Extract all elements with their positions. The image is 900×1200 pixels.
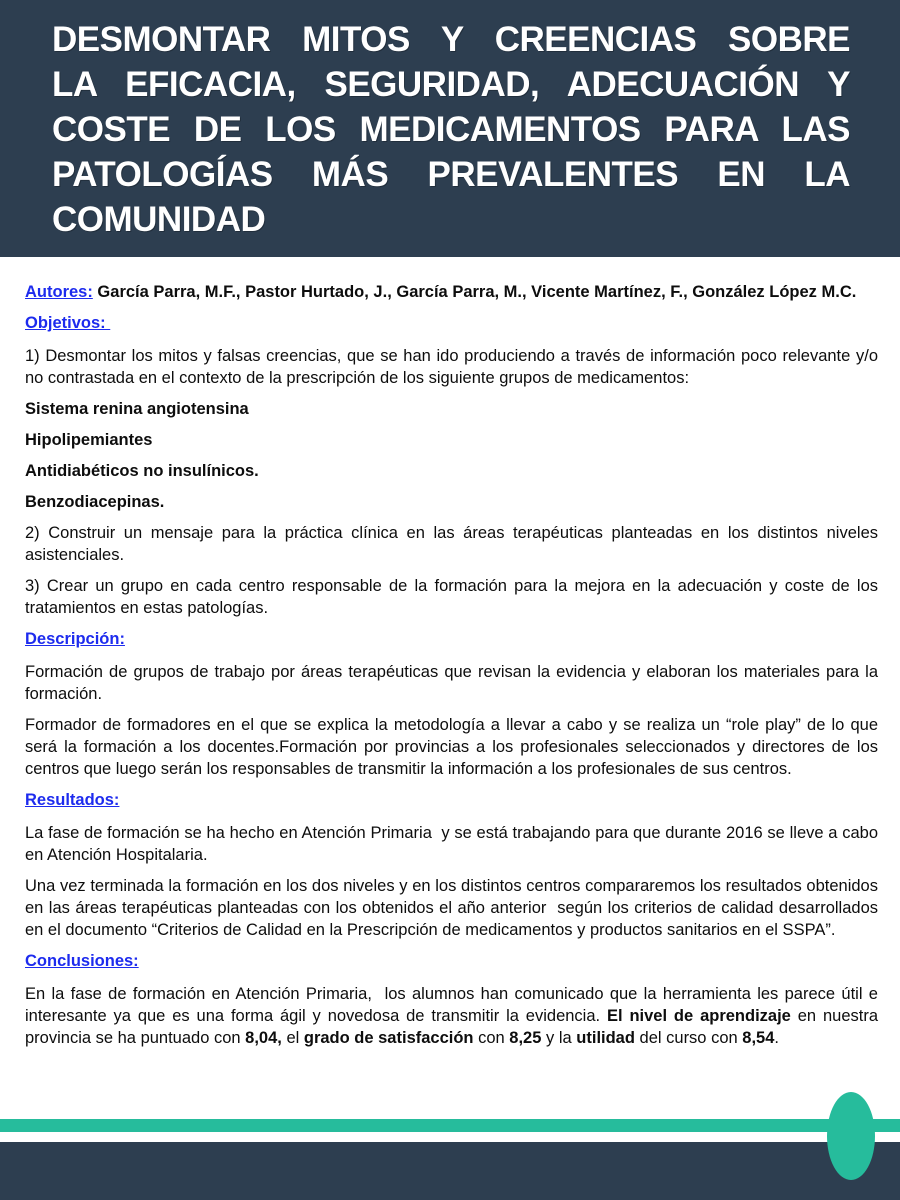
text-segment: con [473, 1029, 510, 1047]
descripcion-para-1 [25, 661, 883, 705]
footer-accent-bar [0, 1119, 900, 1132]
text-segment: y la [541, 1029, 577, 1047]
section-heading-objetivos [25, 312, 878, 334]
page-title-line: COMUNIDAD [52, 200, 266, 239]
section-heading-text: Descripción: [25, 630, 125, 648]
text-segment: 1) Desmontar los mitos y falsas creencias, que se han ido produciendo a través de información poco relevante y/o no contrastada en el contexto de la prescripción de los siguiente grupos de medicamentos: [25, 347, 883, 387]
text-segment: grado de satisfacción [303, 1029, 474, 1047]
resultados-para-1 [25, 822, 883, 866]
text-segment: Formación de grupos de trabajo por áreas terapéuticas que revisan la evidencia y elaboran los materiales para la formación. [25, 663, 883, 703]
page-title-line: LA EFICACIA, SEGURIDAD, ADECUACIÓN Y [52, 65, 850, 104]
med-group-benzodiacepinas [25, 491, 878, 513]
text-segment: Benzodiacepinas. [25, 493, 165, 511]
text-segment: utilidad [576, 1029, 635, 1047]
text-segment: La fase de formación se ha hecho en Atención Primaria y se está trabajando para que durante 2016 se lleve a cabo en Atención Hospitalaria. [25, 824, 883, 864]
descripcion-para-2 [25, 714, 883, 780]
page-title-line: COSTE DE LOS MEDICAMENTOS PARA LAS [52, 110, 850, 149]
section-heading-text: Conclusiones: [25, 952, 139, 970]
section-heading-resultados [25, 789, 878, 811]
abstract-body [0, 257, 900, 1058]
med-group-sistema-renina [25, 398, 878, 420]
objetivos-item-1 [25, 345, 883, 389]
text-segment: En la fase de formación en Atención Primaria, los alumnos han comunicado que la herramienta les parece útil e interesante ya que es una forma ágil y novedosa de transmitir la evidencia. [25, 985, 883, 1025]
text-segment: García Parra, M.F., Pastor Hurtado, J., García Parra, M., Vicente Martínez, F., González López M.C. [92, 283, 857, 301]
text-segment: 2) Construir un mensaje para la práctica clínica en las áreas terapéuticas planteadas en los distintos niveles asistenciales. [25, 524, 883, 564]
footer-ellipse-decoration [827, 1092, 875, 1180]
section-heading-text: Objetivos: [25, 314, 111, 332]
objetivos-item-2 [25, 522, 883, 566]
med-group-hipolipemiantes [25, 429, 878, 451]
conclusiones-para [25, 983, 883, 1049]
text-segment: 8,04, [245, 1029, 282, 1047]
page-title-line: DESMONTAR MITOS Y CREENCIAS SOBRE [52, 20, 850, 59]
text-segment: El nivel de aprendizaje [606, 1007, 791, 1025]
text-segment: Antidiabéticos no insulínicos. [25, 462, 259, 480]
section-heading-descripcion [25, 628, 878, 650]
section-heading-conclusiones [25, 950, 878, 972]
text-segment: Hipolipemiantes [25, 431, 153, 449]
section-heading-text: Autores: [25, 283, 93, 301]
text-segment: del curso con [634, 1029, 743, 1047]
objetivos-item-3 [25, 575, 883, 619]
autores-line [25, 281, 878, 303]
text-segment: el [281, 1029, 304, 1047]
section-heading-text: Resultados: [25, 791, 120, 809]
text-segment: en nuestra provincia se ha puntuado con [25, 1007, 883, 1047]
text-segment: Sistema renina angiotensina [25, 400, 249, 418]
page-title-line: PATOLOGÍAS MÁS PREVALENTES EN LA [52, 155, 850, 194]
title-banner [0, 0, 900, 257]
text-segment: . [774, 1029, 779, 1047]
footer-navy-bar [0, 1142, 900, 1200]
text-segment: Una vez terminada la formación en los dos niveles y en los distintos centros compararemos los resultados obtenidos en las áreas terapéuticas planteadas con los obtenidos el año anterior según los criterios de calidad desarrollados en el documento “Criterios de Calidad en la Prescripción de medicamentos y productos sanitarios en el SSPA”. [25, 877, 883, 939]
text-segment: 8,54 [742, 1029, 775, 1047]
med-group-antidiabeticos [25, 460, 878, 482]
text-segment: Formador de formadores en el que se explica la metodología a llevar a cabo y se realiza un “role play” de lo que será la formación a los docentes.Formación por provincias a los profesionales seleccionados y directores de los centros que luego serán los responsables de transmitir la información a los profesionales de sus centros. [25, 716, 883, 778]
resultados-para-2 [25, 875, 883, 941]
text-segment: 8,25 [509, 1029, 542, 1047]
text-segment: 3) Crear un grupo en cada centro responsable de la formación para la mejora en la adecuación y coste de los tratamientos en estas patologías. [25, 577, 883, 617]
